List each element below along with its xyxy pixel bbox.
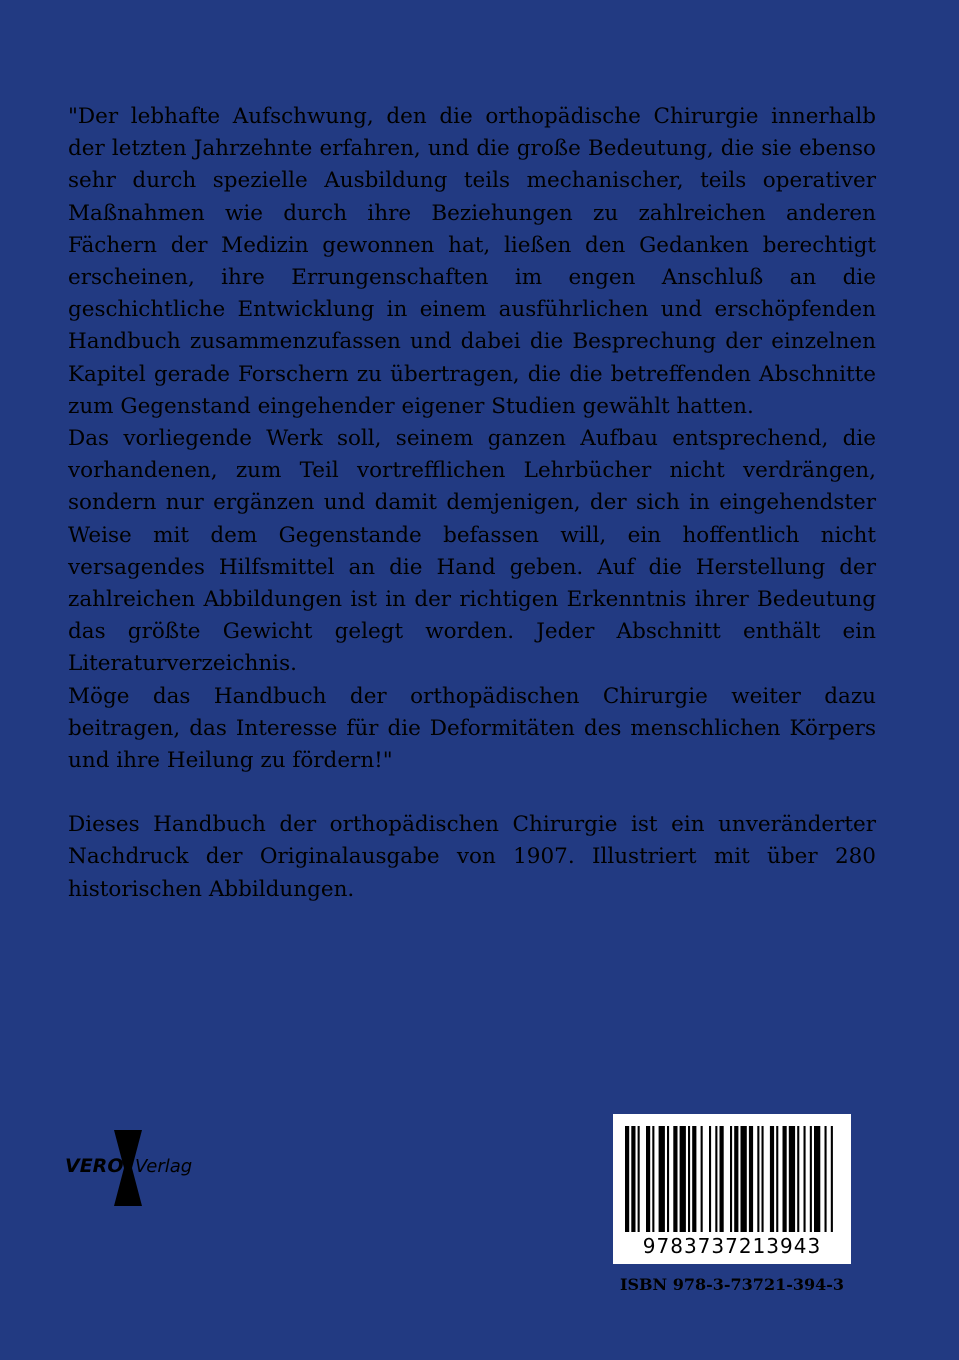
barcode-bar	[783, 1126, 787, 1232]
barcode-bar	[797, 1126, 799, 1232]
barcode	[613, 1114, 851, 1264]
barcode-bar	[692, 1126, 696, 1232]
barcode-bar	[789, 1126, 795, 1232]
barcode-bar	[757, 1126, 759, 1232]
barcode-bar	[659, 1126, 665, 1232]
quote-paragraph-2: Das vorliegende Werk soll, seinem ganzen Aufbau entsprechend, die vorhandenen, zum Teil vortrefflichen Lehrbücher nicht verdrängen, sondern nur ergänzen und damit demjenigen, der sich in eingehendster Weise mit dem Gegenstande befassen will, ein hoffentlich nicht versagendes Hilfsmittel an die Hand geben. Auf die Herstellung der zahlreichen Abbildungen ist in der richtigen Erkenntnis ihrer Bedeutung das größte Gewicht gelegt worden. Jeder Abschnitt enthält ein Literaturverzeichnis.	[68, 426, 876, 677]
barcode-bar	[680, 1126, 686, 1232]
quote-paragraph-3: Möge das Handbuch der orthopädischen Chirurgie weiter dazu beitragen, das Interesse für die Deformitäten des menschlichen Körpers und ihre Heilung zu fördern!"	[68, 683, 876, 774]
barcode-bar	[709, 1126, 711, 1232]
barcode-bar	[646, 1126, 650, 1232]
barcode-bar	[688, 1126, 690, 1232]
barcode-bar	[814, 1126, 820, 1232]
barcode-bar	[810, 1126, 812, 1232]
barcode-bar	[770, 1126, 774, 1232]
barcode-bar	[625, 1126, 629, 1232]
barcode-bar	[762, 1126, 764, 1232]
barcode-bar	[734, 1126, 738, 1232]
logo-vero-text: VERO	[65, 1155, 124, 1177]
barcode-bar	[825, 1126, 827, 1232]
barcode-digits: 9783737213943	[642, 1234, 822, 1258]
barcode-bars	[623, 1126, 841, 1232]
publisher-logo	[60, 1128, 200, 1208]
quote-paragraph-1: "Der lebhafte Aufschwung, den die orthopädische Chirurgie innerhalb der letzten Jahrzehnte erfahren, und die große Bedeutung, die sie ebenso sehr durch spezielle Ausbildung teils mechanischer, teils operativer Maßnahmen wie durch ihre Beziehungen zu zahlreichen anderen Fächern der Medizin gewonnen hat, ließen den Gedanken berechtigt erscheinen, ihre Errungenschaften im engen Anschluß an die geschichtliche Entwicklung in einem ausführlichen und erschöpfenden Handbuch zusammenzufassen und dabei die Besprechung der einzelnen Kapitel gerade Forschern zu übertragen, die die betreffenden Abschnitte zum Gegenstand eingehender eigener Studien gewählt hatten.	[68, 104, 876, 419]
logo-verlag-text: Verlag	[135, 1156, 193, 1177]
barcode-bar	[730, 1126, 732, 1232]
barcode-bar	[667, 1126, 669, 1232]
barcode-bar	[741, 1126, 747, 1232]
isbn-label: ISBN 978-3-73721-394-3	[619, 1275, 845, 1294]
barcode-bar	[776, 1126, 778, 1232]
reprint-note: Dieses Handbuch der orthopädischen Chirurgie ist ein unveränderter Nachdruck der Originalausgabe von 1907. Illustriert mit über 280 historischen Abbildungen.	[68, 812, 876, 902]
barcode-bar	[804, 1126, 806, 1232]
back-cover-text	[68, 101, 876, 906]
barcode-bar	[631, 1126, 635, 1232]
barcode-bar	[701, 1126, 703, 1232]
barcode-bar	[831, 1126, 833, 1232]
barcode-bar	[720, 1126, 724, 1232]
barcode-bar	[715, 1126, 717, 1232]
barcode-bar	[673, 1126, 677, 1232]
barcode-bar	[749, 1126, 753, 1232]
barcode-bar	[652, 1126, 654, 1232]
barcode-bar	[638, 1126, 640, 1232]
